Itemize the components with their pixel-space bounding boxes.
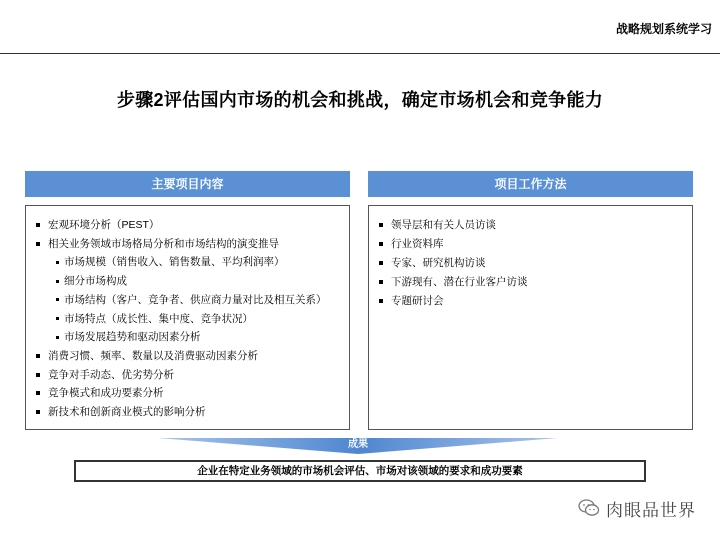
list-item: 消费习惯、频率、数量以及消费驱动因素分析 xyxy=(36,347,343,366)
list-item: 行业资料库 xyxy=(379,235,686,254)
result-label: 成果 xyxy=(348,439,368,450)
slide-title: 步骤2评估国内市场的机会和挑战，确定市场机会和竞争能力 xyxy=(116,90,604,110)
watermark xyxy=(578,497,696,519)
list-item: 竞争对手动态、优劣势分析 xyxy=(36,366,343,385)
list-item: 专题研讨会 xyxy=(379,292,686,311)
sub-list-item: 市场结构（客户、竞争者、供应商力量对比及相互关系） xyxy=(56,291,343,310)
work-method-panel xyxy=(368,205,693,430)
list-item: 相关业务领域市场格局分析和市场结构的演变推导 xyxy=(36,235,343,254)
main-content-panel xyxy=(25,205,350,430)
wechat-icon xyxy=(578,498,600,518)
list-item: 下游现有、潜在行业客户访谈 xyxy=(379,273,686,292)
result-arrow xyxy=(158,438,558,454)
main-content-header: 主要项目内容 xyxy=(25,171,350,197)
header-divider xyxy=(0,53,720,54)
work-method-header: 项目工作方法 xyxy=(368,171,693,197)
list-item: 竞争模式和成功要素分析 xyxy=(36,384,343,403)
list-item: 专家、研究机构访谈 xyxy=(379,254,686,273)
sub-list-item: 市场规模（销售收入、销售数量、平均利润率） xyxy=(56,253,343,272)
result-box: 企业在特定业务领域的市场机会评估、市场对该领域的要求和成功要素 xyxy=(74,460,646,482)
sub-list-item: 市场特点（成长性、集中度、竞争状况） xyxy=(56,310,343,329)
list-item: 领导层和有关人员访谈 xyxy=(379,216,686,235)
header-title: 战略规划系统学习 xyxy=(615,22,712,36)
list-item: 新技术和创新商业模式的影响分析 xyxy=(36,403,343,422)
list-item: 宏观环境分析（PEST） xyxy=(36,216,343,235)
sub-list-item: 细分市场构成 xyxy=(56,272,343,291)
sub-list-item: 市场发展趋势和驱动因素分析 xyxy=(56,328,343,347)
watermark-text: 肉眼品世界 xyxy=(606,500,696,520)
